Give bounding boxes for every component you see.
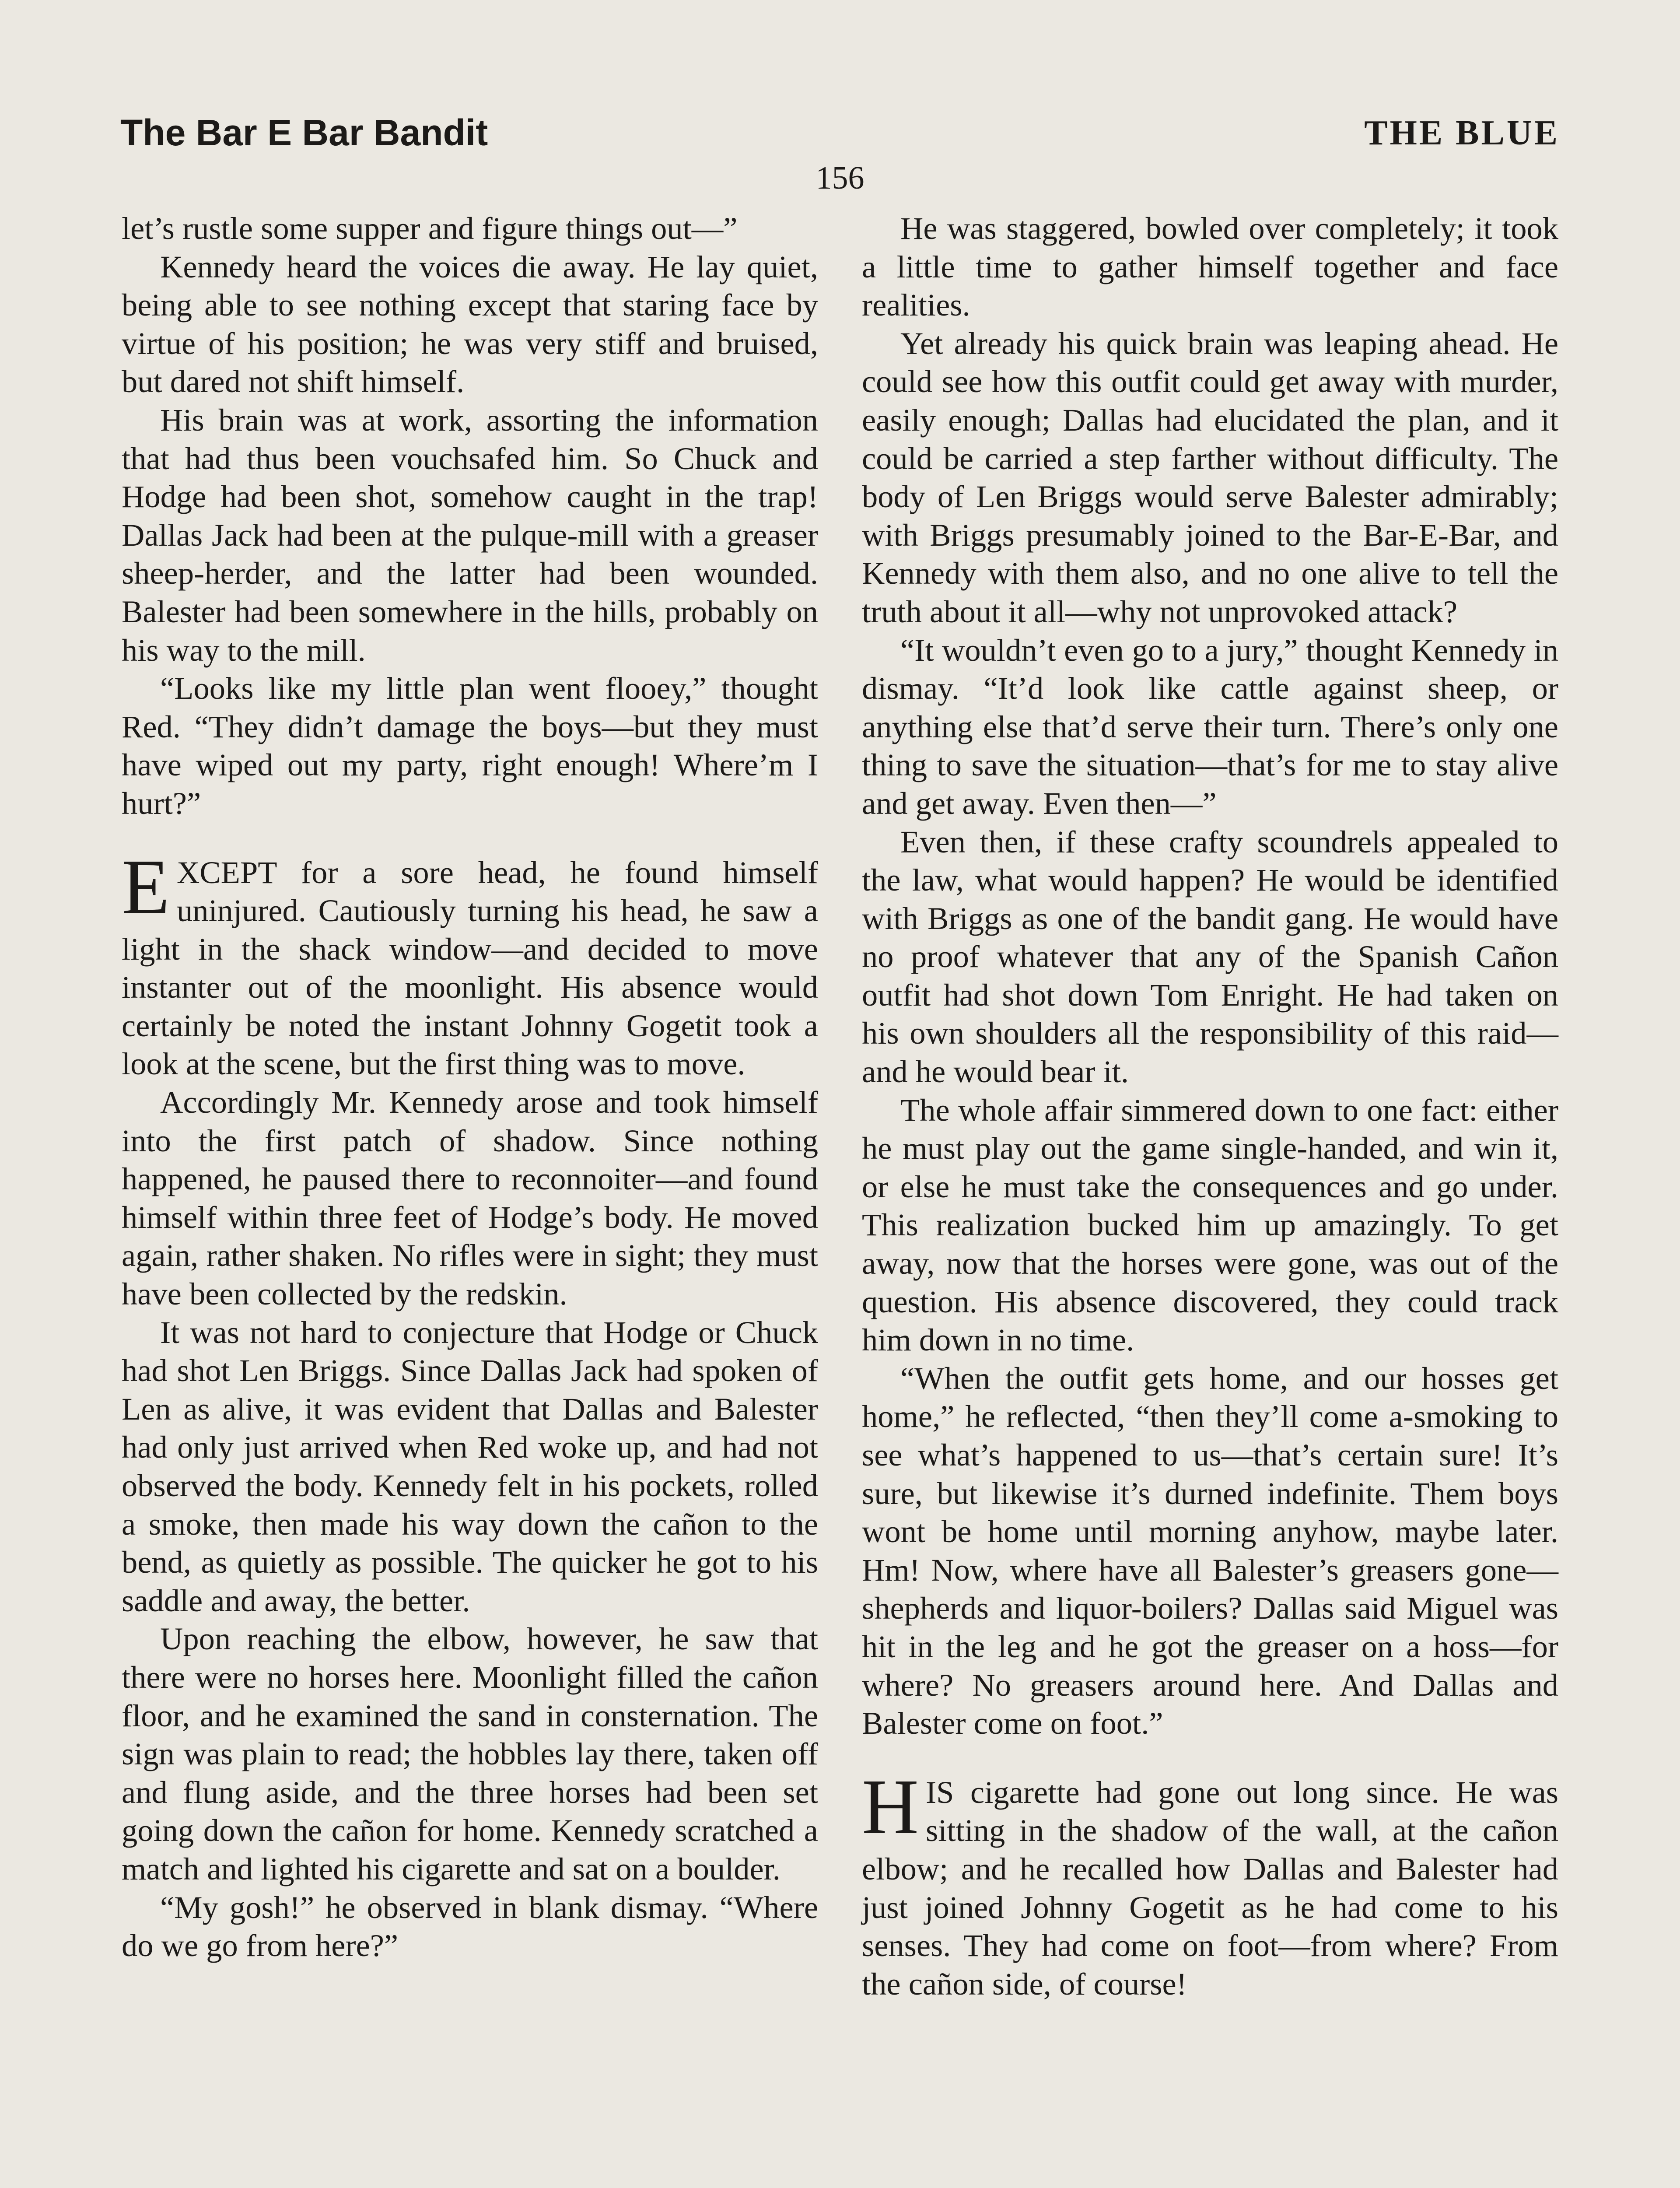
story-title: The Bar E Bar Bandit	[120, 112, 488, 153]
section-paragraph	[862, 1763, 1558, 2003]
paragraph: Upon reaching the elbow, however, he saw that there were no horses here. Moonlight filled the cañon floor, and he examined the sand in consternation. The sign was plain to read; the hobbles lay there, taken off and flung aside, and the three horses had been set going down the cañon for home. Kennedy scratched a match and lighted his cigarette and sat on a boulder.	[122, 1621, 818, 1886]
paragraph: He was staggered, bowled over completely; it took a little time to gather himself together and face realities.	[862, 210, 1558, 323]
paragraph-text: XCEPT for a sore head, he found himself uninjured. Cautiously turning his head, he saw a light in the shack window—and decided to move instanter out of the moonlight. His absence would certainly be noted the instant Johnny Gogetit took a look at the scene, but the first thing was to move.	[122, 854, 818, 1082]
paragraph: His brain was at work, assorting the information that had thus been vouchsafed him. So Chuck and Hodge had been shot, somehow caught in the trap! Dallas Jack had been at the pulque-mill with a greaser sheep-herder, and the latter had been wounded. Balester had been somewhere in the hills, probably on his way to the mill.	[122, 402, 818, 668]
paragraph: “When the outfit gets home, and our hosses get home,” he reflected, “then they’ll come a-smoking to see what’s happened to us—that’s certain sure! It’s sure, but likewise it’s durned indefinite. Them boys wont be home until morning anyhow, maybe later. Hm! Now, where have all Balester’s greasers gone—shepherds and liquor-boilers? Dallas said Miguel was hit in the leg and he got the greaser on a hoss—for where? No greasers around here. And Dallas and Balester come on foot.”	[862, 1360, 1558, 1741]
paragraph: “It wouldn’t even go to a jury,” thought Kennedy in dismay. “It’d look like cattle against sheep, or anything else that’d serve their turn. There’s only one thing to save the situation—that’s for me to stay alive and get away. Even then—”	[862, 632, 1558, 821]
magazine-title: THE BLUE	[1364, 114, 1560, 152]
paragraph: It was not hard to conjecture that Hodge or Chuck had shot Len Briggs. Since Dallas Jack had spoken of Len as alive, it was evident that Dallas and Balester had only just arrived when Red woke up, and had not observed the body. Kennedy felt in his pockets, rolled a smoke, then made his way down the cañon to the bend, as quietly as possible. The quicker he got to his saddle and away, the better.	[122, 1314, 818, 1618]
paragraph: Accordingly Mr. Kennedy arose and took himself into the first patch of shadow. Since nothing happened, he paused there to reconnoiter—and found himself within three feet of Hodge’s body. He moved again, rather shaken. No rifles were in sight; they must have been collected by the redskin.	[122, 1084, 818, 1312]
paragraph-text: IS cigarette had gone out long since. He was sitting in the shadow of the wall, at the cañon elbow; and he recalled how Dallas and Balester had just joined Johnny Gogetit as he had come to his senses. They had come on foot—from where? From the cañon side, of course!	[862, 1774, 1558, 2002]
drop-cap: E	[122, 843, 170, 930]
paragraph: “My gosh!” he observed in blank dismay. “Where do we go from here?”	[122, 1889, 818, 1964]
paragraph: Yet already his quick brain was leaping ahead. He could see how this outfit could get away with murder, easily enough; Dallas had elucidated the plan, and it could be carried a step farther without difficulty. The body of Len Briggs would serve Balester admirably; with Briggs presumably joined to the Bar-E-Bar, and Kennedy with them also, and no one alive to tell the truth about it all—why not unprovoked attack?	[862, 325, 1558, 629]
section-paragraph	[122, 843, 818, 1083]
paragraph: Even then, if these crafty scoundrels appealed to the law, what would happen? He would be identified with Briggs as one of the bandit gang. He would have no proof whatever that any of the Spanish Cañon outfit had shot down Tom Enright. He had taken on his own shoulders all the responsibility of this raid—and he would bear it.	[862, 824, 1558, 1090]
page-number: 156	[816, 160, 864, 196]
paragraph: Kennedy heard the voices die away. He lay quiet, being able to see nothing except that staring face by virtue of his position; he was very stiff and bruised, but dared not shift himself.	[122, 249, 818, 400]
paragraph: let’s rustle some supper and figure things out—”	[122, 210, 738, 246]
paragraph: “Looks like my little plan went flooey,” thought Red. “They didn’t damage the boys—but they must have wiped out my party, right enough! Where’m I hurt?”	[122, 670, 818, 821]
right-column	[862, 209, 1558, 2003]
paragraph: The whole affair simmered down to one fact: either he must play out the game single-handed, and win it, or else he must take the consequences and go under. This realization bucked him up amazingly. To get away, now that the horses were gone, was out of the question. His absence discovered, they could track him down in no time.	[862, 1092, 1558, 1358]
drop-cap: H	[862, 1763, 919, 1850]
left-column	[122, 209, 818, 1965]
